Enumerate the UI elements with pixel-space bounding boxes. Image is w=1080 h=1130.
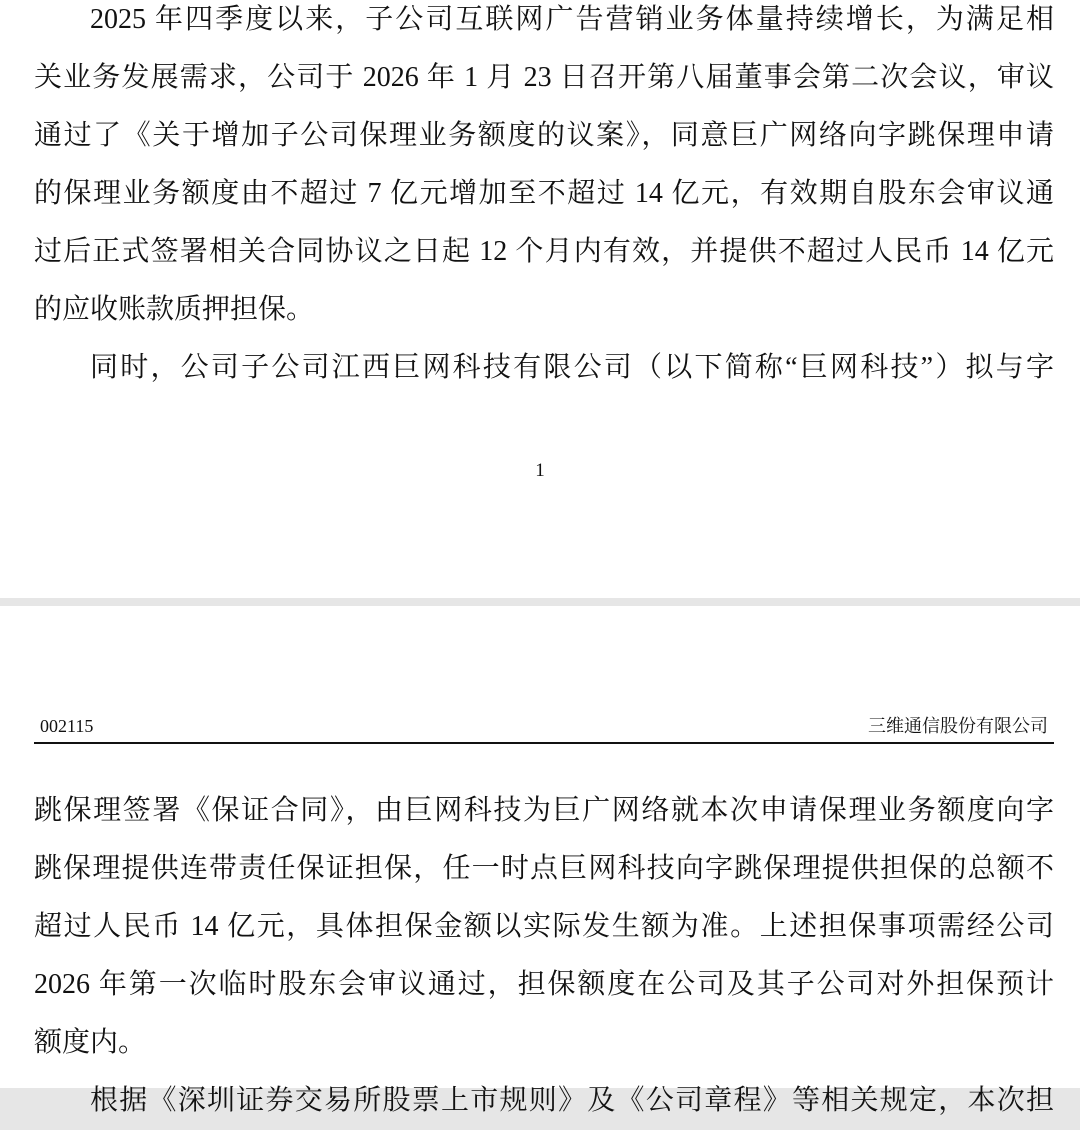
paragraph-line: 跳保理签署《保证合同》，由巨网科技为巨广网络就本次申请保理业务额度向字	[34, 795, 1054, 826]
page-2-body-text	[34, 782, 1054, 1130]
paragraph-line: 关业务发展需求，公司于 2026 年 1 月 23 日召开第八届董事会第二次会议，审议	[34, 62, 1054, 93]
document-page-2	[0, 606, 1080, 1116]
paragraph-line: 2026 年第一次临时股东会审议通过，担保额度在公司及其子公司对外担保预计	[34, 969, 1054, 1000]
page-header	[34, 710, 1054, 744]
page-separator	[0, 598, 1080, 606]
page-1-body-text	[34, 0, 1054, 397]
stock-code: 002115	[40, 716, 94, 736]
paragraph-line: 2025 年四季度以来，子公司互联网广告营销业务体量持续增长，为满足相	[90, 4, 1054, 35]
page-number: 1	[535, 460, 545, 481]
paragraph-line: 同时，公司子公司江西巨网科技有限公司（以下简称“巨网科技”）拟与字	[90, 352, 1054, 383]
paragraph-line: 的保理业务额度由不超过 7 亿元增加至不超过 14 亿元，有效期自股东会审议通	[34, 178, 1054, 209]
paragraph-line: 跳保理提供连带责任保证担保，任一时点巨网科技向字跳保理提供担保的总额不	[34, 853, 1054, 884]
paragraph-line: 超过人民币 14 亿元，具体担保金额以实际发生额为准。上述担保事项需经公司	[34, 911, 1054, 942]
paragraph-line: 的应收账款质押担保。	[34, 294, 315, 325]
paragraph-line: 通过了《关于增加子公司保理业务额度的议案》，同意巨广网络向字跳保理申请	[34, 120, 1054, 151]
paragraph-line: 根据《深圳证券交易所股票上市规则》及《公司章程》等相关规定，本次担	[90, 1085, 1054, 1116]
paragraph-line: 额度内。	[34, 1027, 147, 1058]
paragraph-line: 过后正式签署相关合同协议之日起 12 个月内有效，并提供不超过人民币 14 亿元	[34, 236, 1054, 267]
company-name: 三维通信股份有限公司	[868, 716, 1048, 736]
